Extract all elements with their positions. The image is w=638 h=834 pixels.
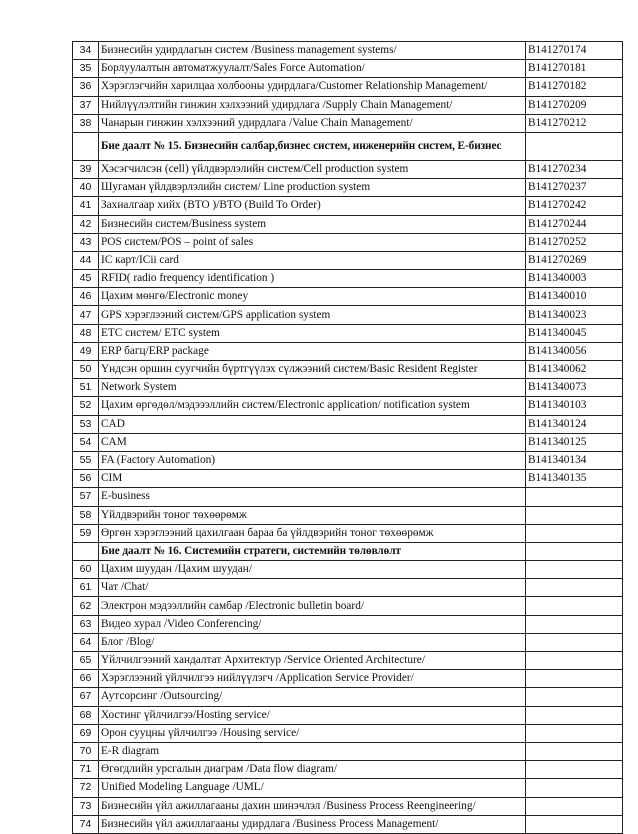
topic-title: Unified Modeling Language /UML/ (99, 779, 526, 797)
student-code: B141340045 (526, 324, 623, 342)
table-row (73, 488, 623, 506)
table-row (73, 670, 623, 688)
row-number: 38 (73, 114, 99, 132)
row-number: 62 (73, 597, 99, 615)
topic-title: Бизнесийн систем/Business system (99, 215, 526, 233)
row-number: 74 (73, 815, 99, 833)
student-code (526, 633, 623, 651)
student-code: B141270237 (526, 179, 623, 197)
row-number: 41 (73, 197, 99, 215)
topic-title: Network System (99, 379, 526, 397)
topic-title: Чанарын гинжин хэлхээний удирдлага /Value Chain Management/ (99, 114, 526, 132)
topic-title: Блог /Blog/ (99, 633, 526, 651)
table-row (73, 342, 623, 360)
row-number: 39 (73, 160, 99, 178)
table-row (73, 579, 623, 597)
table-row (73, 78, 623, 96)
topic-title: E-business (99, 488, 526, 506)
row-number: 69 (73, 724, 99, 742)
topic-title: ERP багц/ERP package (99, 342, 526, 360)
row-number: 54 (73, 433, 99, 451)
row-number: 59 (73, 524, 99, 542)
topic-title: Үйлдвэрийн тоног төхөөрөмж (99, 506, 526, 524)
row-number: 37 (73, 96, 99, 114)
topic-title: Өргөн хэрэглээний цахилгаан бараа ба үйлдвэрийн тоног төхөөрөмж (99, 524, 526, 542)
student-code (526, 742, 623, 760)
row-number: 45 (73, 270, 99, 288)
student-code (526, 706, 623, 724)
table-row (73, 797, 623, 815)
table-row (73, 306, 623, 324)
row-number: 46 (73, 288, 99, 306)
table-row (73, 379, 623, 397)
table-row (73, 160, 623, 178)
student-code (526, 797, 623, 815)
student-code (526, 561, 623, 579)
table-row (73, 506, 623, 524)
student-code: B141340003 (526, 270, 623, 288)
student-code (526, 652, 623, 670)
topic-title: GPS хэрэглээний систем/GPS application system (99, 306, 526, 324)
table-row (73, 433, 623, 451)
row-number: 55 (73, 451, 99, 469)
student-code: B141270234 (526, 160, 623, 178)
section-code-cell (526, 132, 623, 160)
row-number: 64 (73, 633, 99, 651)
row-number: 44 (73, 251, 99, 269)
row-number: 60 (73, 561, 99, 579)
row-number: 71 (73, 761, 99, 779)
student-code: B141340056 (526, 342, 623, 360)
topic-title: Үндсэн оршин суугчийн бүртгүүлэх сүлжээний систем/Basic Resident Register (99, 361, 526, 379)
topic-title: Үйлчилгээний хандалтат Архитектур /Service Oriented Architecture/ (99, 652, 526, 670)
topic-title: Хостинг үйлчилгээ/Hosting service/ (99, 706, 526, 724)
topic-title: Хэрэглээний үйлчилгээ нийлүүлэгч /Application Service Provider/ (99, 670, 526, 688)
topic-title: Өгөгдлийн урсгалын диаграм /Data flow diagram/ (99, 761, 526, 779)
topic-title: CAD (99, 415, 526, 433)
section-header-row (73, 542, 623, 560)
topic-title: Электрон мэдээллийн самбар /Electronic bulletin board/ (99, 597, 526, 615)
student-code: B141340125 (526, 433, 623, 451)
table-row (73, 742, 623, 760)
student-code: B141270212 (526, 114, 623, 132)
table-row (73, 197, 623, 215)
student-code: B141270242 (526, 197, 623, 215)
table-row (73, 615, 623, 633)
section-title: Бие даалт № 15. Бизнесийн салбар,бизнес систем, инженерийн систем, E-бизнес (99, 132, 526, 160)
topic-title: Чат /Chat/ (99, 579, 526, 597)
table-row (73, 561, 623, 579)
student-code: B141340062 (526, 361, 623, 379)
student-code: B141270269 (526, 251, 623, 269)
table-row (73, 324, 623, 342)
student-code: B141270174 (526, 42, 623, 60)
topic-title: CIM (99, 470, 526, 488)
table-row (73, 215, 623, 233)
topic-title: FA (Factory Automation) (99, 451, 526, 469)
student-code: B141340124 (526, 415, 623, 433)
topic-title: CAM (99, 433, 526, 451)
section-header-row (73, 132, 623, 160)
student-code (526, 815, 623, 833)
topic-title: Хэрэглэгчийн харилцаа холбооны удирдлага/Customer Relationship Management/ (99, 78, 526, 96)
student-code (526, 597, 623, 615)
table-row (73, 724, 623, 742)
row-number: 47 (73, 306, 99, 324)
topic-title: Орон сууцны үйлчилгээ /Housing service/ (99, 724, 526, 742)
row-number: 70 (73, 742, 99, 760)
table-row (73, 652, 623, 670)
row-number: 36 (73, 78, 99, 96)
table-row (73, 779, 623, 797)
student-code: B141270209 (526, 96, 623, 114)
row-number: 52 (73, 397, 99, 415)
row-number: 65 (73, 652, 99, 670)
student-code (526, 724, 623, 742)
table-row (73, 179, 623, 197)
row-number: 34 (73, 42, 99, 60)
topic-title: Цахим шуудан /Цахим шуудан/ (99, 561, 526, 579)
table-row (73, 597, 623, 615)
topic-title: ETC систем/ ETC system (99, 324, 526, 342)
topics-table (72, 41, 623, 834)
row-number: 58 (73, 506, 99, 524)
row-number: 42 (73, 215, 99, 233)
table-row (73, 706, 623, 724)
topic-title: Нийлүүлэлтийн гинжин хэлхээний удирдлага /Supply Chain Management/ (99, 96, 526, 114)
topic-title: Борлуулалтын автоматжуулалт/Sales Force Automation/ (99, 60, 526, 78)
topic-title: Цахим өргөдөл/мэдэээллийн систем/Electronic application/ notification system (99, 397, 526, 415)
student-code: B141270182 (526, 78, 623, 96)
student-code (526, 779, 623, 797)
row-number: 48 (73, 324, 99, 342)
row-number: 40 (73, 179, 99, 197)
topic-title: Бизнесийн үйл ажиллагааны дахин шинэчлэл /Business Process Reengineering/ (99, 797, 526, 815)
topic-title: Видео хурал /Video Conferencing/ (99, 615, 526, 633)
topic-title: Бизнесийн үйл ажиллагааны удирдлага /Business Process Management/ (99, 815, 526, 833)
table-row (73, 633, 623, 651)
table-row (73, 251, 623, 269)
topic-title: POS систем/POS – point of sales (99, 233, 526, 251)
student-code (526, 524, 623, 542)
student-code (526, 615, 623, 633)
row-number: 68 (73, 706, 99, 724)
row-number: 66 (73, 670, 99, 688)
section-code-cell (526, 542, 623, 560)
student-code (526, 488, 623, 506)
student-code: B141340134 (526, 451, 623, 469)
table-row (73, 761, 623, 779)
topic-title: Цахим мөнгө/Electronic money (99, 288, 526, 306)
table-row (73, 688, 623, 706)
table-row (73, 415, 623, 433)
topic-title: IC карт/ICii card (99, 251, 526, 269)
topic-title: Хэсэгчилсэн (cell) үйлдвэрлэлийн систем/Cell production system (99, 160, 526, 178)
row-number: 56 (73, 470, 99, 488)
table-row (73, 815, 623, 833)
table-row (73, 397, 623, 415)
table-row (73, 114, 623, 132)
table-row (73, 470, 623, 488)
table-row (73, 288, 623, 306)
student-code: B141270252 (526, 233, 623, 251)
row-number: 61 (73, 579, 99, 597)
row-number: 57 (73, 488, 99, 506)
row-number: 35 (73, 60, 99, 78)
table-row (73, 233, 623, 251)
student-code: B141340023 (526, 306, 623, 324)
student-code (526, 761, 623, 779)
student-code (526, 506, 623, 524)
topics-table-body (73, 42, 623, 834)
topic-title: Захиалгаар хийх (BTO )/BTO (Build To Order) (99, 197, 526, 215)
topic-title: Шугаман үйлдвэрлэлийн систем/ Line production system (99, 179, 526, 197)
student-code: B141340103 (526, 397, 623, 415)
topic-title: Бизнесийн удирдлагын систем /Business management systems/ (99, 42, 526, 60)
student-code: B141340135 (526, 470, 623, 488)
student-code: B141340073 (526, 379, 623, 397)
row-number: 67 (73, 688, 99, 706)
section-number-cell (73, 132, 99, 160)
table-row (73, 524, 623, 542)
topic-title: Аутсорсинг /Outsourcing/ (99, 688, 526, 706)
student-code (526, 670, 623, 688)
student-code: B141270181 (526, 60, 623, 78)
topic-title: RFID( radio frequency identification ) (99, 270, 526, 288)
row-number: 43 (73, 233, 99, 251)
row-number: 53 (73, 415, 99, 433)
row-number: 72 (73, 779, 99, 797)
table-row (73, 361, 623, 379)
table-row (73, 96, 623, 114)
row-number: 63 (73, 615, 99, 633)
row-number: 49 (73, 342, 99, 360)
table-row (73, 451, 623, 469)
row-number: 51 (73, 379, 99, 397)
section-title: Бие даалт № 16. Системийн стратеги, системийн төлөвлөлт (99, 542, 526, 560)
student-code: B141270244 (526, 215, 623, 233)
student-code: B141340010 (526, 288, 623, 306)
topic-title: E-R diagram (99, 742, 526, 760)
table-row (73, 42, 623, 60)
student-code (526, 688, 623, 706)
table-row (73, 270, 623, 288)
row-number: 73 (73, 797, 99, 815)
section-number-cell (73, 542, 99, 560)
row-number: 50 (73, 361, 99, 379)
student-code (526, 579, 623, 597)
table-row (73, 60, 623, 78)
